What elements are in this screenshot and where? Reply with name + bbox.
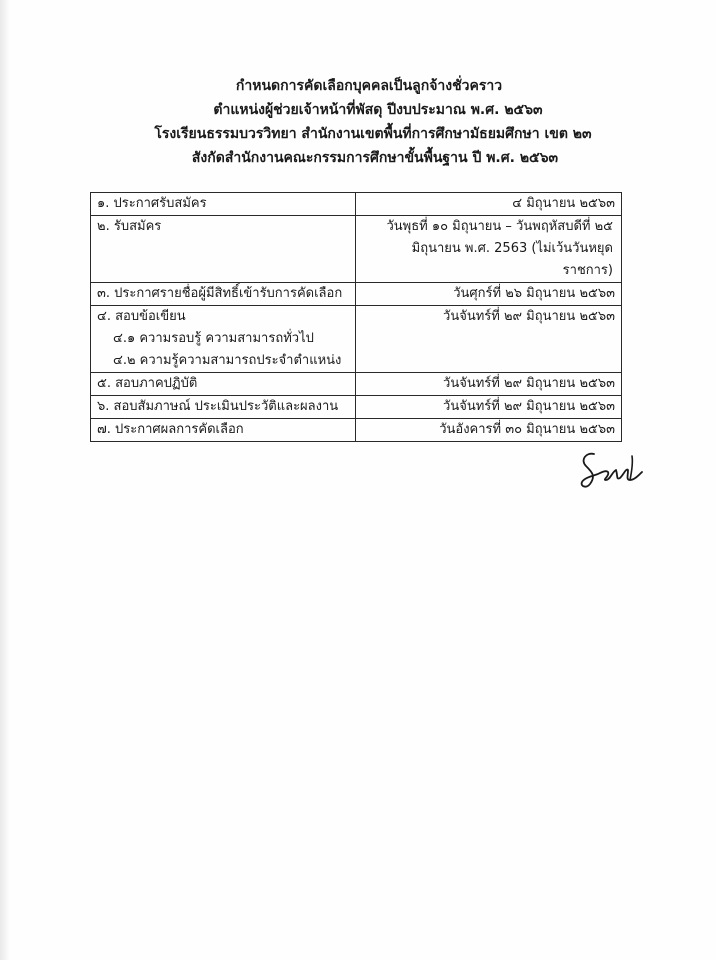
table-row — [91, 193, 622, 216]
table-row — [91, 419, 622, 442]
row-4-item-title: ๔. สอบข้อเขียน — [97, 309, 186, 324]
table-row — [91, 283, 622, 306]
row-6-date: วันจันทร์ที่ ๒๙ มิถุนายน ๒๕๖๓ — [355, 396, 621, 419]
document-heading — [0, 74, 716, 170]
row-4-item — [91, 306, 356, 373]
heading-line-1: กำหนดการคัดเลือกบุคคลเป็นลูกจ้างชั่วคราว — [235, 78, 503, 94]
row-1-item: ๑. ประกาศรับสมัคร — [91, 193, 356, 216]
table-row — [91, 396, 622, 419]
row-7-item: ๗. ประกาศผลการคัดเลือก — [91, 419, 356, 442]
row-2-date — [355, 216, 621, 283]
row-6-item: ๖. สอบสัมภาษณ์ ประเมินประวัติและผลงาน — [91, 396, 356, 419]
row-2-date-line-2: มิถุนายน พ.ศ. 2563 (ไม่เว้นวันหยุดราชการ) — [411, 241, 613, 278]
row-3-item: ๓. ประกาศรายชื่อผู้มีสิทธิ์เข้ารับการคัดเลือก — [91, 283, 356, 306]
row-1-date: ๔ มิถุนายน ๒๕๖๓ — [355, 193, 621, 216]
row-5-item: ๕. สอบภาคปฏิบัติ — [91, 373, 356, 396]
row-4-sub-item-2: ๔.๒ ความรู้ความสามารถประจำตำแหน่ง — [113, 353, 342, 368]
row-7-date: วันอังคารที่ ๓๐ มิถุนายน ๒๕๖๓ — [355, 419, 621, 442]
row-3-date: วันศุกร์ที่ ๒๖ มิถุนายน ๒๕๖๓ — [355, 283, 621, 306]
table-row — [91, 216, 622, 283]
heading-line-4: สังกัดสำนักงานคณะกรรมการศึกษาขั้นพื้นฐาน ปี พ.ศ. ๒๕๖๓ — [191, 150, 559, 166]
schedule-table — [90, 192, 622, 442]
row-5-date: วันจันทร์ที่ ๒๙ มิถุนายน ๒๕๖๓ — [355, 373, 621, 396]
table-row — [91, 306, 622, 373]
handwritten-signature — [572, 446, 648, 492]
heading-line-3: โรงเรียนธรรมบวรวิทยา สำนักงานเขตพื้นที่การศึกษามัธยมศึกษา เขต ๒๓ — [154, 126, 592, 142]
heading-line-2: ตำแหน่งผู้ช่วยเจ้าหน้าที่พัสดุ ปีงบประมาณ พ.ศ. ๒๕๖๓ — [213, 102, 543, 118]
row-4-sub-item-1: ๔.๑ ความรอบรู้ ความสามารถทั่วไป — [113, 331, 314, 346]
row-2-item: ๒. รับสมัคร — [91, 216, 356, 283]
row-4-date: วันจันทร์ที่ ๒๙ มิถุนายน ๒๕๖๓ — [355, 306, 621, 373]
table-row — [91, 373, 622, 396]
row-2-date-line-1: วันพุธที่ ๑๐ มิถุนายน – วันพฤหัสบดีที่ ๒๕ — [386, 219, 613, 234]
